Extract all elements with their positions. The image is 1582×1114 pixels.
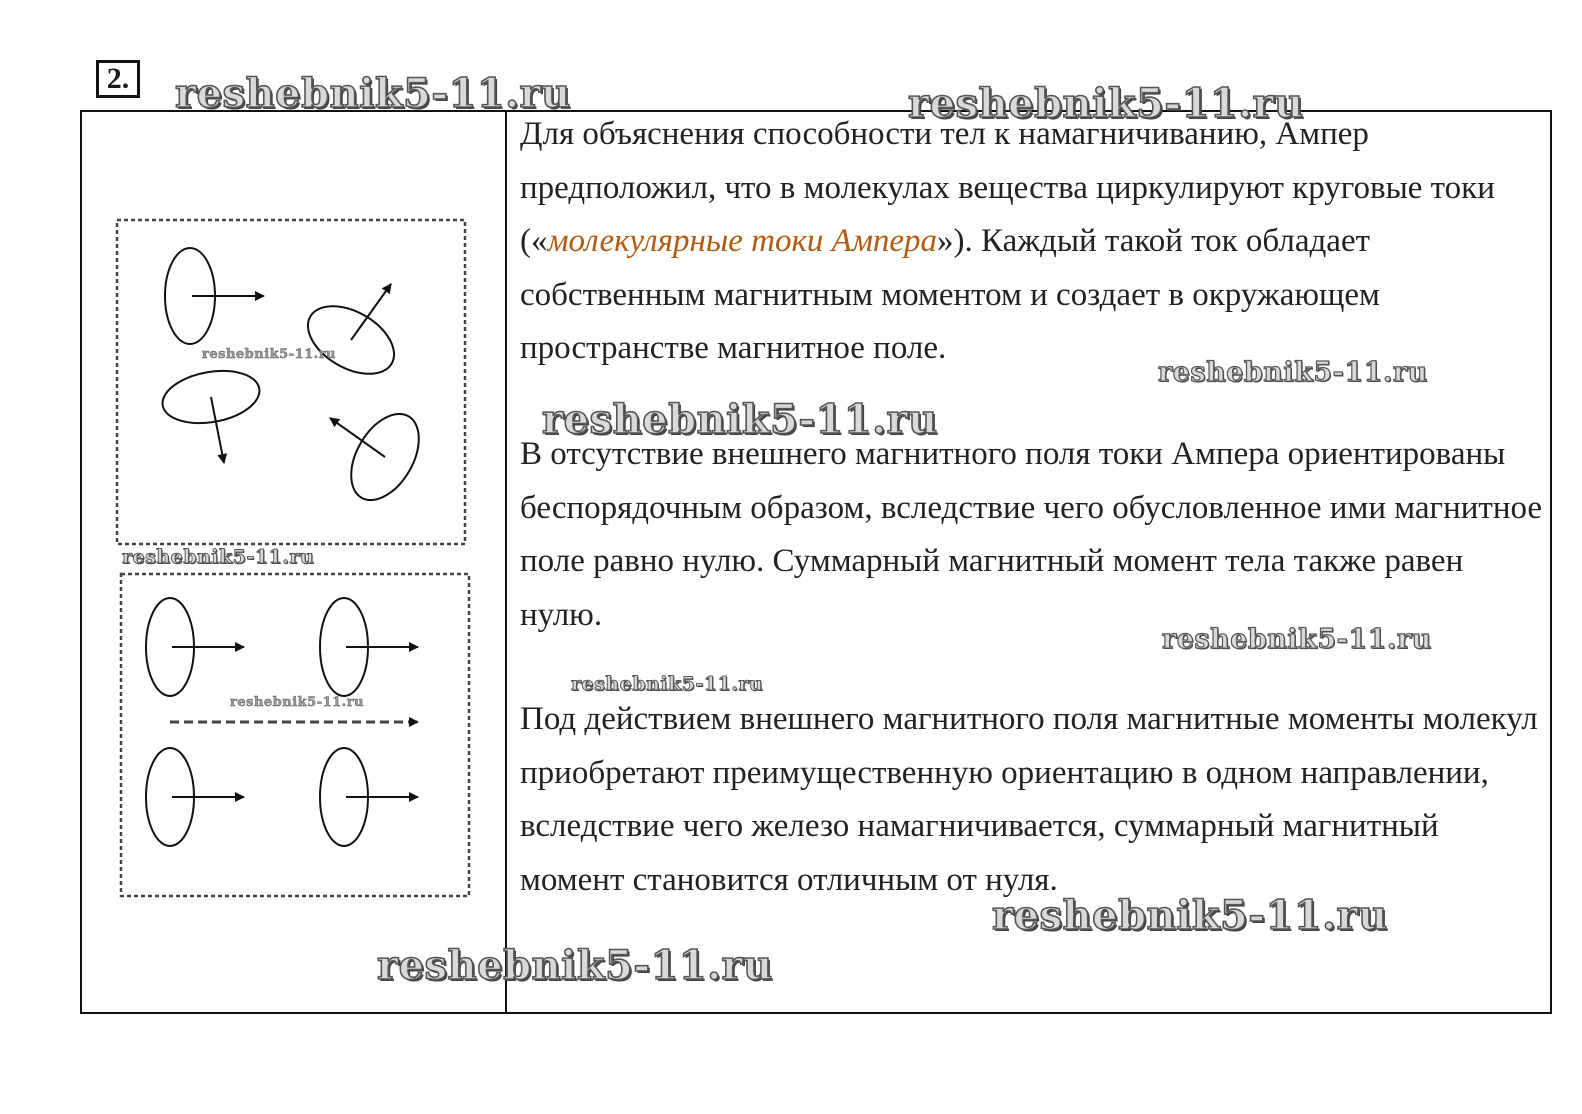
paragraph-1-text-start: Для объяснения способности тел к намагничиванию, Ампер предположил, что в молекулах вещества циркулируют круговые токи (« [520, 116, 1495, 259]
watermark: reshebnik5-11.ru [230, 695, 365, 710]
random-current-loop-3 [158, 364, 263, 463]
aligned-orientation-panel [121, 574, 469, 896]
watermark: reshebnik5-11.ru [1158, 357, 1428, 388]
watermark: reshebnik5-11.ru [992, 892, 1388, 939]
watermark: reshebnik5-11.ru [542, 396, 938, 443]
watermark: reshebnik5-11.ru [202, 347, 337, 362]
paragraph-no-external-field: В отсутствие внешнего магнитного поля токи Ампера ориентированы беспорядочным образом, вследствие чего обусловленное ими магнитное поле равно нулю. Суммарный магнитный момент тела также равен нулю. [520, 436, 1543, 633]
random-current-loop-1 [165, 248, 264, 344]
aligned-current-loop-1 [146, 598, 244, 696]
paragraph-external-field: Под действием внешнего магнитного поля магнитные моменты молекул приобретают преимущественную ориентацию в одном направлении, вследствие чего железо намагничивается, суммарный магнитный момент становится отличным от нуля. [520, 701, 1538, 898]
molecular-currents-term: молекулярные токи Ампера [547, 223, 938, 259]
task-number: 2. [96, 60, 140, 98]
watermark: reshebnik5-11.ru [571, 673, 764, 695]
watermark: reshebnik5-11.ru [1162, 624, 1432, 655]
watermark: reshebnik5-11.ru [377, 942, 773, 989]
random-current-loop-2 [296, 284, 405, 388]
aligned-current-loop-2 [320, 598, 418, 696]
random-current-loop-4 [330, 402, 433, 511]
aligned-current-loop-4 [320, 748, 418, 846]
watermark: reshebnik5-11.ru [122, 546, 315, 568]
paragraph-1-text-end: »). Каждый такой ток обладает собственным магнитным моментом и создает в окружающем пространстве магнитное поле. [520, 223, 1380, 366]
aligned-current-loop-3 [146, 748, 244, 846]
paragraph-ampere-hypothesis [520, 108, 1545, 376]
watermark: reshebnik5-11.ru [908, 80, 1304, 127]
watermark: reshebnik5-11.ru [175, 70, 571, 117]
